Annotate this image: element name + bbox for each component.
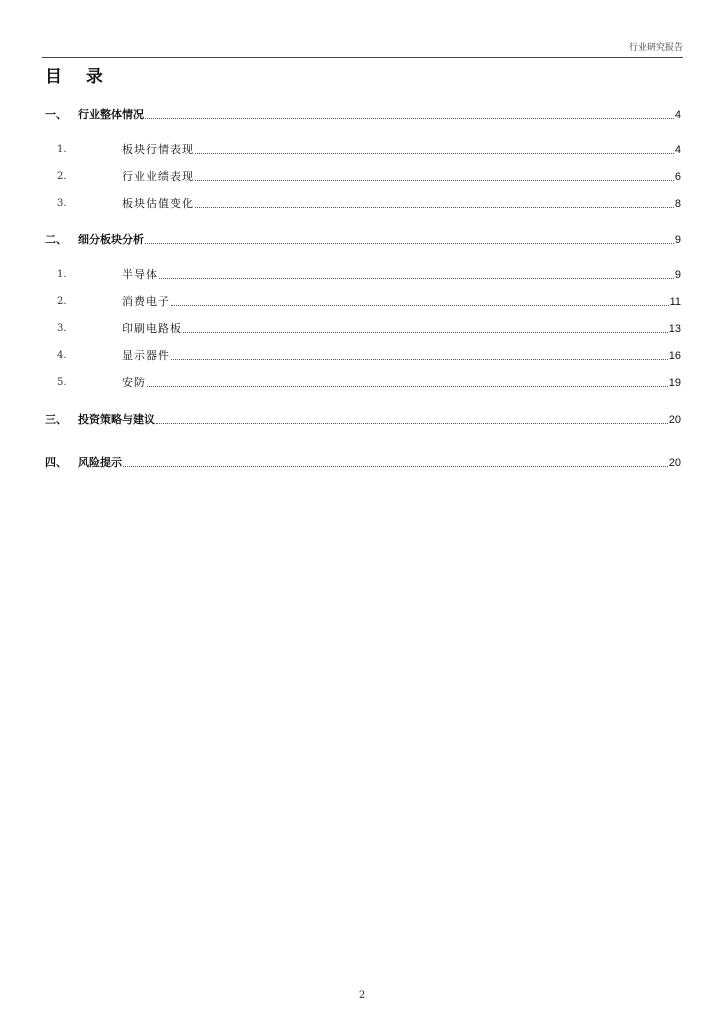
toc-entry-page: 16 — [668, 350, 681, 362]
toc-dot-leader — [171, 359, 668, 360]
toc-entry-section-2-5[interactable] — [57, 375, 681, 391]
toc-entry-page: 19 — [668, 377, 681, 389]
toc-dot-leader — [145, 118, 674, 119]
toc-entry-title: 板块估值变化 — [122, 197, 194, 210]
toc-entry-section-2-3[interactable] — [57, 321, 681, 337]
toc-entry-number: 3. — [57, 323, 67, 334]
toc-entry-title: 消费电子 — [122, 295, 170, 308]
toc-dot-leader — [195, 153, 674, 154]
toc-entry-section-1-2[interactable] — [57, 169, 681, 185]
toc-entry-number: 5. — [57, 377, 67, 388]
toc-entry-number: 1. — [57, 144, 67, 155]
page-number: 2 — [358, 990, 366, 1001]
toc-dot-leader — [147, 386, 668, 387]
toc-entry-section-3[interactable] — [45, 412, 681, 428]
toc-entry-title: 显示器件 — [122, 349, 170, 362]
toc-entry-number: 四、 — [45, 456, 67, 469]
toc-entry-number: 二、 — [45, 233, 67, 246]
toc-entry-number: 2. — [57, 296, 67, 307]
toc-entry-section-1-1[interactable] — [57, 142, 681, 158]
toc-entry-title: 板块行情表现 — [122, 143, 194, 156]
toc-entry-title: 细分板块分析 — [78, 233, 144, 246]
toc-entry-page: 11 — [669, 296, 681, 308]
toc-dot-leader — [183, 332, 668, 333]
toc-entry-number: 一、 — [45, 108, 67, 121]
toc-entry-section-2-2[interactable] — [57, 294, 681, 310]
toc-entry-number: 1. — [57, 269, 67, 280]
toc-entry-page: 6 — [674, 171, 681, 183]
toc-entry-section-2-4[interactable] — [57, 348, 681, 364]
toc-entry-page: 8 — [674, 198, 681, 210]
toc-dot-leader — [123, 466, 668, 467]
toc-entry-page: 4 — [674, 109, 681, 121]
toc-entry-section-2[interactable] — [45, 232, 681, 248]
toc-entry-title: 投资策略与建议 — [78, 413, 155, 426]
toc-dot-leader — [195, 180, 674, 181]
toc-entry-section-4[interactable] — [45, 455, 681, 471]
toc-entry-page: 4 — [674, 144, 681, 156]
toc-entry-page: 9 — [674, 269, 681, 281]
toc-entry-title: 行业业绩表现 — [122, 170, 194, 183]
toc-entry-page: 9 — [674, 234, 681, 246]
toc-entry-number: 2. — [57, 171, 67, 182]
toc-entry-page: 20 — [668, 414, 681, 426]
toc-entry-section-1-3[interactable] — [57, 196, 681, 212]
toc-heading: 目 录 — [45, 67, 112, 87]
header-divider — [42, 57, 683, 58]
toc-dot-leader — [156, 423, 668, 424]
toc-entry-title: 安防 — [122, 376, 146, 389]
toc-dot-leader — [145, 243, 674, 244]
toc-dot-leader — [195, 207, 674, 208]
toc-entry-number: 4. — [57, 350, 67, 361]
toc-entry-number: 三、 — [45, 413, 67, 426]
toc-dot-leader — [159, 278, 674, 279]
toc-entry-page: 20 — [668, 457, 681, 469]
toc-entry-page: 13 — [668, 323, 681, 335]
toc-dot-leader — [171, 305, 669, 306]
toc-entry-section-1[interactable] — [45, 107, 681, 123]
toc-entry-number: 3. — [57, 198, 67, 209]
toc-entry-title: 行业整体情况 — [78, 108, 144, 121]
report-type-header: 行业研究报告 — [628, 43, 683, 53]
toc-entry-title: 印刷电路板 — [122, 322, 182, 335]
toc-entry-title: 风险提示 — [78, 456, 122, 469]
toc-entry-section-2-1[interactable] — [57, 267, 681, 283]
toc-entry-title: 半导体 — [122, 268, 158, 281]
